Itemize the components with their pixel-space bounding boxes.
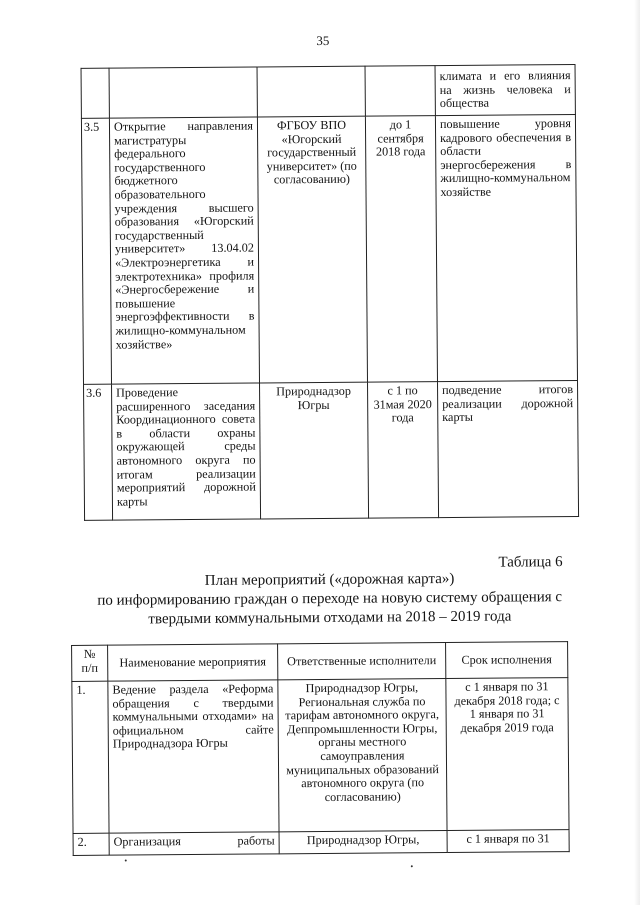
- deadline-cell: с 1 января по 31 декабря 2018 года; с 1 января по 31 декабря 2019 года: [446, 678, 569, 831]
- result-cell: подведение итогов реализации дорожной карты: [438, 380, 579, 517]
- table-row: [73, 830, 569, 856]
- table-title-line-2: по информированию граждан о переходе на новую систему обращения с: [97, 589, 563, 609]
- waste-roadmap-table: [71, 641, 570, 856]
- scan-speck: [125, 860, 127, 862]
- event-cell: Открытие направления магистратуры федерального государственного бюджетного образовательного учреждения высшего образования «Югорский государственный университет» 13.04.02 «Электроэнергетика и электротехника» профиля «Энергосбережение и повышение энергоэффективности в жилищно-коммунальном хозяйстве»: [109, 117, 259, 384]
- responsible-cell: Природнадзор Югры: [260, 382, 369, 519]
- responsible-cell: ФГБОУ ВПО «Югорский государственный университет» (по согласованию): [257, 116, 367, 383]
- event-cell: Ведение раздела «Реформа обращения с твердыми коммунальными отходами» на официальном сайте Природнадзора Югры: [108, 680, 279, 833]
- table-header-row: [72, 642, 568, 682]
- event-cell: Проведение расширенного заседания Координационного совета в области охраны окружающей среды автономного округа по итогам реализации мероприятий дорожной карты: [112, 383, 261, 520]
- result-cell: климата и его влияния на жизнь человека и общества: [435, 64, 575, 115]
- event-cell: Организация работы: [109, 832, 279, 855]
- table-title-line-1: План мероприятий («дорожная карта»): [204, 570, 455, 589]
- header-num: № п/п: [72, 645, 108, 681]
- table-title-line-3: твердыми коммунальными отходами на 2018 – 2019 года: [148, 608, 512, 628]
- table-row: [72, 678, 569, 834]
- header-event: Наименование мероприятия: [108, 644, 278, 681]
- deadline-cell: с 1 по 31мая 2020 года: [368, 382, 439, 519]
- responsible-cell: Природнадзор Югры,: [279, 831, 447, 854]
- page-number: 35: [316, 32, 330, 49]
- deadline-cell: до 1 сентября 2018 года: [365, 116, 437, 383]
- row-number: 1.: [72, 681, 109, 833]
- table-row: [81, 114, 577, 384]
- row-number: 3.6: [84, 384, 113, 520]
- table-row: [81, 64, 575, 118]
- table-label: Таблица 6: [498, 554, 563, 571]
- header-responsible: Ответственные исполнители: [278, 643, 446, 680]
- table-row: [84, 380, 579, 520]
- header-deadline: Срок исполнения: [446, 642, 568, 679]
- result-cell: повышение уровня кадрового обеспечения в области энергосбережения в жилищно-коммунальном хозяйстве: [435, 114, 577, 381]
- roadmap-table-continued: [81, 64, 580, 521]
- row-number: 3.5: [81, 118, 111, 384]
- deadline-cell: с 1 января по 31: [447, 830, 569, 853]
- responsible-cell: Природнадзор Югры, Региональная служба по тарифам автономного округа, Деппромышленности Югры, органы местного самоуправления муниципальных образований автономного округа (по согласованию): [278, 679, 447, 832]
- row-number: 2.: [73, 833, 109, 855]
- scan-speck: [411, 865, 413, 867]
- scan-edge-shadow: [634, 0, 640, 905]
